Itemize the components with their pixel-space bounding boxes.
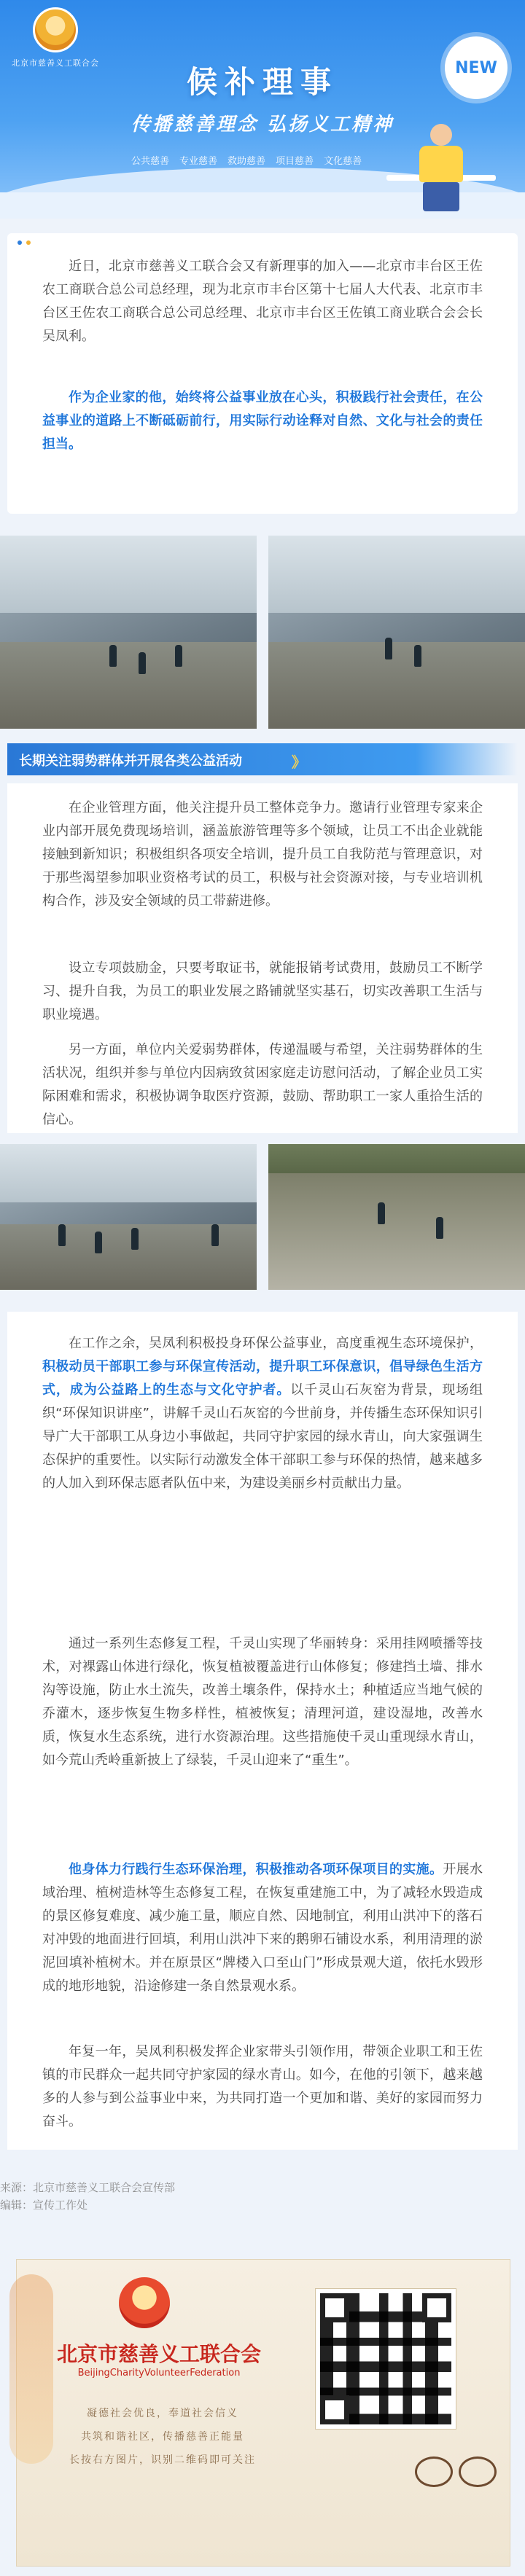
reading-person-illustration <box>401 124 481 211</box>
new-badge: NEW <box>445 36 508 99</box>
person-figure <box>211 1224 219 1246</box>
person-figure <box>414 645 421 667</box>
body-card <box>7 783 518 1133</box>
person-figure <box>109 645 117 667</box>
person-figure <box>436 1217 443 1239</box>
person-figure <box>385 638 392 659</box>
footer-org-en: BeijingCharityVolunteerFederation <box>77 2368 241 2379</box>
page-title: 候补理事 <box>186 64 338 100</box>
photo-ground <box>0 642 257 729</box>
person-figure <box>95 1232 102 1253</box>
category-item: 专业慈善 <box>179 156 218 167</box>
intro-card <box>7 233 518 514</box>
eco-paragraph-highlight: 积极动员干部职工参与环保宣传活动，提升职工环保意识，倡导绿色生活方式，成为公益路上的生态与文化守护者。 <box>42 1359 483 1398</box>
eco-paragraph-rest: 以千灵山石灰窑为背景，现场组织“环保知识讲座”，讲解千灵山石灰窑的今世前身，并传播生态环保知识引导广大干部职工从身边小事做起，共同守护家园的绿水青山，向大家强调生态保护的重要性。以实际行动激发全体干部职工参与环保的热情，越来越多的人加入到环保志愿者队伍中来，为建设美丽乡村贡献出力量。 <box>42 1382 483 1491</box>
header-banner <box>0 0 525 219</box>
credits <box>0 2179 175 2214</box>
body-card <box>7 1312 518 2150</box>
photo-sky <box>268 536 525 613</box>
project-paragraph <box>42 1858 483 1998</box>
editor-text: 编辑：宣传工作处 <box>0 2199 88 2212</box>
category-item: 救助慈善 <box>228 156 266 167</box>
person-figure <box>131 1228 139 1250</box>
footer-org-name: 北京市慈善义工联合会 <box>56 2342 261 2366</box>
org-emblem-icon <box>119 2277 170 2328</box>
qr-code[interactable] <box>316 2289 456 2429</box>
person-figure <box>139 652 146 674</box>
qr-corner <box>320 2395 349 2424</box>
category-item: 公共慈善 <box>131 156 170 167</box>
photo-ground <box>268 642 525 729</box>
person-body <box>419 146 463 182</box>
org-emblem-icon <box>33 7 78 52</box>
project-paragraph-rest: 开展水域治理、植树造林等生态修复工程，在恢复重建施工中，为了减轻水毁造成的景区修复难度、减少施工量，顺应自然、因地制宜，利用山洪冲下的落石对冲毁的地面进行回填，利用山洪冲下来的鹅卵石铺设水系，利用清理的淤泥回填补植树木。并在原景区“牌楼入口至山门”形成景观大道，依托水毁形成的地形地貌，沿途修建一条自然景观水系。 <box>42 1862 483 1994</box>
slogan: 传播慈善理念 弘扬义工精神 <box>131 114 394 136</box>
activity-photo <box>268 536 525 729</box>
intro-highlight: 作为企业家的他，始终将公益事业放在心头，积极践行社会责任，在公益事业的道路上不断砥砺前行，用实际行动诠释对自然、文化与社会的责任担当。 <box>42 390 483 452</box>
body-paragraph: 另一方面，单位内关爱弱势群体，传递温暖与希望，关注弱势群体的生活状况，组织并参与单位内因病致贫困家庭走访慰问活动，了解企业员工实际困难和需求，积极协调争取医疗资源，鼓励、帮助职工一家人重拾生活的信心。 <box>42 1042 483 1127</box>
photo-sky <box>0 1144 257 1202</box>
intro-paragraph: 近日，北京市慈善义工联合会又有新理事的加入——北京市丰台区王佐农工商联合总公司总经理，现为北京市丰台区第十七届人大代表、北京市丰台区王佐农工商联合总公司总经理、北京市丰台区王佐镇工商业联合会会长吴凤利。 <box>42 259 483 344</box>
body-paragraph: 设立专项鼓励金，只要考取证书，就能报销考试费用，鼓励员工不断学习、提升自我，为员工的职业发展之路铺就坚实基石，切实改善职工生活与职业境遇。 <box>42 960 483 1022</box>
qr-corner <box>422 2293 451 2322</box>
photo-sky <box>0 536 257 613</box>
eco-paragraph-lead: 在工作之余，吴凤利积极投身环保公益事业，高度重视生态环境保护， <box>69 1336 483 1351</box>
person-figure <box>175 645 182 667</box>
chevron-right-icon: 》 <box>292 753 306 771</box>
body-paragraph: 通过一系列生态修复工程，千灵山实现了华丽转身：采用挂网喷播等技术，对裸露山体进行绿化，恢复植被覆盖进行山体修复；修建挡土墙、排水沟等设施，防止水土流失，改善土壤条件，保持水土；种植适应当地气候的乔灌木，逐步恢复生物多样性，植被恢复；清理河道，建设湿地，改善水质，恢复水生态系统，进行水资源治理。这些措施使千灵山重现绿水青山，如今荒山秃岭重新披上了绿装，千灵山迎来了“重生”。 <box>42 1636 483 1768</box>
activity-photo <box>0 536 257 729</box>
body-paragraph: 在企业管理方面，他关注提升员工整体竞争力。邀请行业管理专家来企业内部开展免费现场培训，涵盖旅游管理等多个领域，让员工不出企业就能接触到新知识；积极组织各项安全培训，提升员工自我防范与管理意识，对于那些渴望参加职业资格考试的员工，积极与社会资源对接，与专业培训机构合作，涉及安全领域的员工带薪进修。 <box>42 800 483 909</box>
org-name: 北京市慈善义工联合会 <box>12 58 99 68</box>
section-heading <box>7 743 518 775</box>
decor-dots-icon <box>18 240 31 245</box>
person-head <box>430 124 452 146</box>
section-title: 长期关注弱势群体并开展各类公益活动 <box>19 753 242 769</box>
body-paragraph: 年复一年，吴凤利积极发挥企业家带头引领作用，带领企业职工和王佐镇的市民群众一起共同守护家园的绿水青山。如今，在他的引领下，越来越多的人参与到公益事业中来，为共同打造一个更加和谐、美好的家园而努力奋斗。 <box>42 2044 483 2129</box>
project-paragraph-highlight: 他身体力行践行生态环保治理，积极推动各项环保项目的实施。 <box>69 1862 443 1877</box>
person-legs <box>423 182 459 211</box>
footer-card <box>16 2259 510 2567</box>
category-item: 文化慈善 <box>324 156 362 167</box>
footer-motto: 共筑和谐社区，传播慈善正能量 <box>81 2431 244 2443</box>
person-figure <box>58 1224 66 1246</box>
activity-photo <box>268 1144 525 1290</box>
footer-motto: 凝德社会优良，奉道社会信义 <box>87 2408 238 2419</box>
photo-ground <box>268 1173 525 1290</box>
category-list <box>131 153 362 167</box>
activity-photo <box>0 1144 257 1290</box>
person-figure <box>378 1202 385 1224</box>
category-item: 项目慈善 <box>276 156 314 167</box>
eco-paragraph <box>42 1332 483 1495</box>
photo-sky <box>268 1144 525 1173</box>
glasses-icon <box>415 2456 502 2486</box>
source-text: 来源：北京市慈善义工联合会宣传部 <box>0 2181 176 2194</box>
footer-instruction: 长按右方图片，识别二维码即可关注 <box>69 2454 256 2466</box>
qr-corner <box>320 2293 349 2322</box>
